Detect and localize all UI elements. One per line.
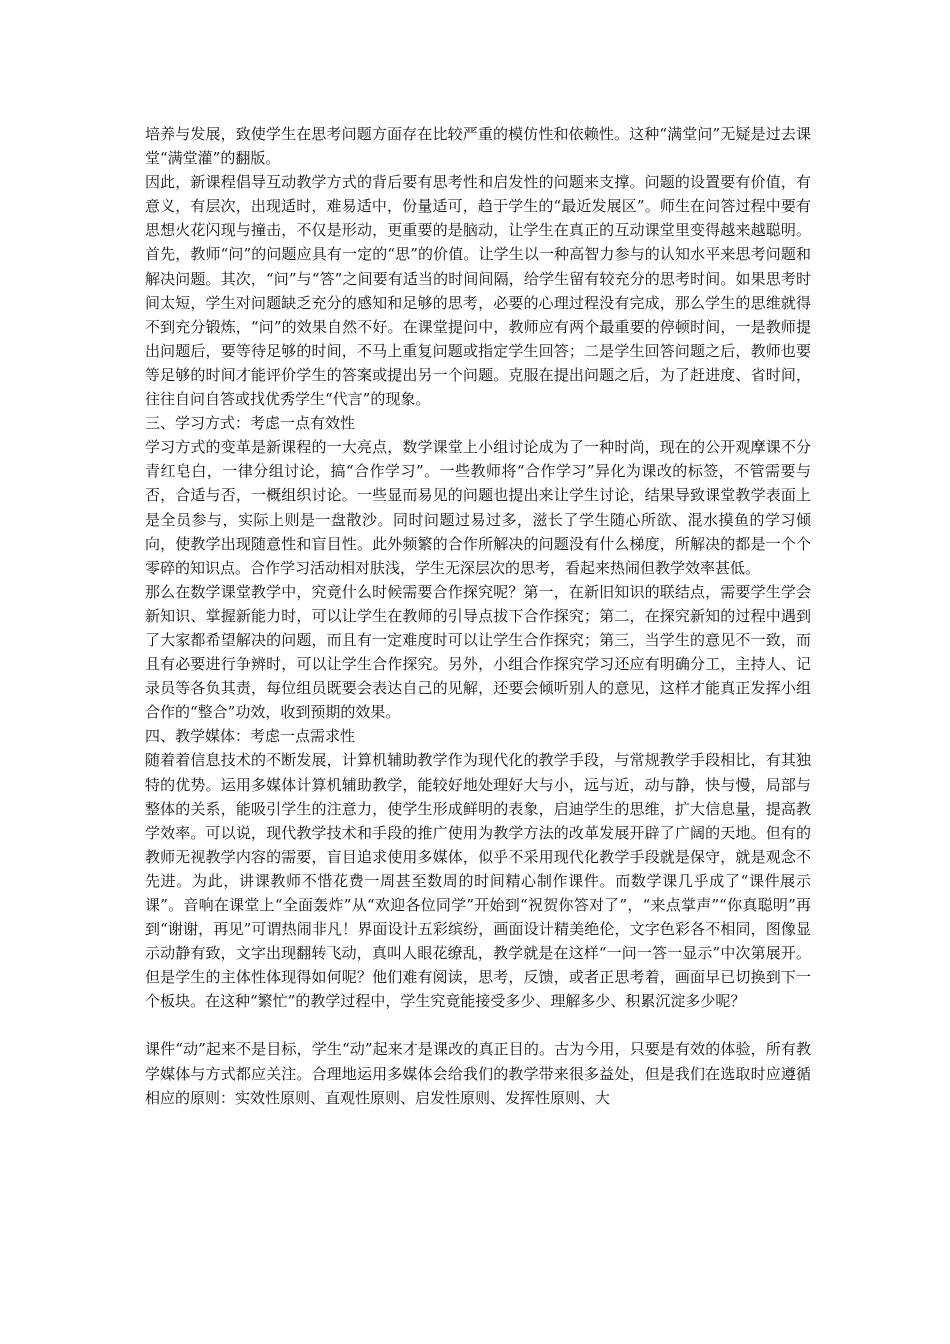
paragraph-closing: 课件“动”起来不是目标，学生“动”起来才是课改的真正目的。古为今用，只要是有效的体验，所有教学媒体与方式都应关注。合理地运用多媒体会给我们的教学带来很多益处，但是我们在选取时应遵循相应的原则：实效性原则、直观性原则、启发性原则、发挥性原则、大 (145, 1040, 811, 1107)
paragraph-spacer (145, 1013, 811, 1037)
paragraph-intro-continued: 培养与发展，致使学生在思考问题方面存在比较严重的模仿性和依赖性。这种“满堂问”无疑是过去课堂“满堂灌”的翻版。 (145, 125, 811, 168)
document-body (145, 122, 811, 1110)
paragraph-cooperative-inquiry: 那么在数学课堂教学中，究竟什么时候需要合作探究呢？第一，在新旧知识的联结点，需要学生学会新知识、掌握新能力时，可以让学生在教师的引导点拔下合作探究；第二，在探究新知的过程中遇到了大家都希望解决的问题，而且有一定难度时可以让学生合作探究；第三，当学生的意见不一致，而且有必要进行争辨时，可以让学生合作探究。另外，小组合作探究学习还应有明确分工，主持人、记录员等各负其责，每位组员既要会表达自己的见解，还要会倾听别人的意见，这样才能真正发挥小组合作的“整合”功效，收到预期的效果。 (145, 582, 811, 722)
section-heading-learning-methods: 三、学习方式：考虑一点有效性 (145, 414, 356, 433)
paragraph-teaching-media: 随着着信息技术的不断发展，计算机辅助教学作为现代化的教学手段，与常规教学手段相比，有其独特的优势。运用多媒体计算机辅助教学，能较好地处理好大与小，远与近，动与静，快与慢，局部与整体的关系，能吸引学生的注意力，使学生形成鲜明的表象，启迪学生的思维，扩大信息量，提高教学效率。可以说，现代教学技术和手段的推广使用为教学方法的改革发展开辟了广阔的天地。但有的教师无视教学内容的需要，盲目追求使用多媒体，似乎不采用现代化教学手段就是保守，就是观念不先进。为此，讲课教师不惜花费一周甚至数周的时间精心制作课件。而数学课几乎成了“课件展示课”。音响在课堂上“全面轰炸”从“欢迎各位同学”开始到“祝贺你答对了”，“来点掌声”“你真聪明”再到“谢谢，再见”可谓热闹非凡！界面设计五彩缤纷，画面设计精美绝伦，文字色彩各不相同，图像显示动静有致，文字出现翻转飞动，真叫人眼花缭乱，教学就是在这样“一问一答一显示”中次第展开。但是学生的主体性体现得如何呢？他们难有阅读，思考，反馈，或者正思考着，画面早已切换到下一个板块。在这种“繁忙”的教学过程中，学生究竟能接受多少、理解多少、积累沉淀多少呢？ (145, 751, 811, 1011)
paragraph-learning-methods: 学习方式的变革是新课程的一大亮点，数学课堂上小组讨论成为了一种时尚，现在的公开观摩课不分青红皂白，一律分组讨论，搞“合作学习”。一些教师将“合作学习”异化为课改的标签，不管需要与否，合适与否，一概组织讨论。一些显而易见的问题也提出来让学生讨论，结果导致课堂教学表面上是全员参与，实际上则是一盘散沙。同时问题过易过多，滋长了学生随心所欲、混水摸鱼的学习倾向，使教学出现随意性和盲目性。此外频繁的合作所解决的问题没有什么梯度，所解决的都是一个个零碎的知识点。合作学习活动相对肤浅，学生无深层次的思考，看起来热闹但教学效率甚低。 (145, 438, 811, 577)
paragraph-interactive-teaching: 因此，新课程倡导互动教学方式的背后要有思考性和启发性的问题来支撑。问题的设置要有价值，有意义，有层次，出现适时，难易适中，份量适可，趋于学生的“最近发展区”。师生在问答过程中要有思想火花闪现与撞击，不仅是形动，更重要的是脑动，让学生在真正的互动课堂里变得越来越聪明。首先，教师“问”的问题应具有一定的“思”的价值。让学生以一种高智力参与的认知水平来思考问题和解决问题。其次，“问”与“答”之间要有适当的时间间隔，给学生留有较充分的思考时间。如果思考时间太短，学生对问题缺乏充分的感知和足够的思考，必要的心理过程没有完成，那么学生的思维就得不到充分锻炼，“问”的效果自然不好。在课堂提问中，教师应有两个最重要的停顿时间，一是教师提出问题后，要等待足够的时间，不马上重复问题或指定学生回答；二是学生回答问题之后，教师也要等足够的时间才能评价学生的答案或提出另一个问题。克服在提出问题之后，为了赶进度、省时间，往往自问自答或找优秀学生“代言”的现象。 (145, 173, 811, 409)
section-heading-teaching-media: 四、教学媒体：考虑一点需求性 (145, 727, 356, 746)
